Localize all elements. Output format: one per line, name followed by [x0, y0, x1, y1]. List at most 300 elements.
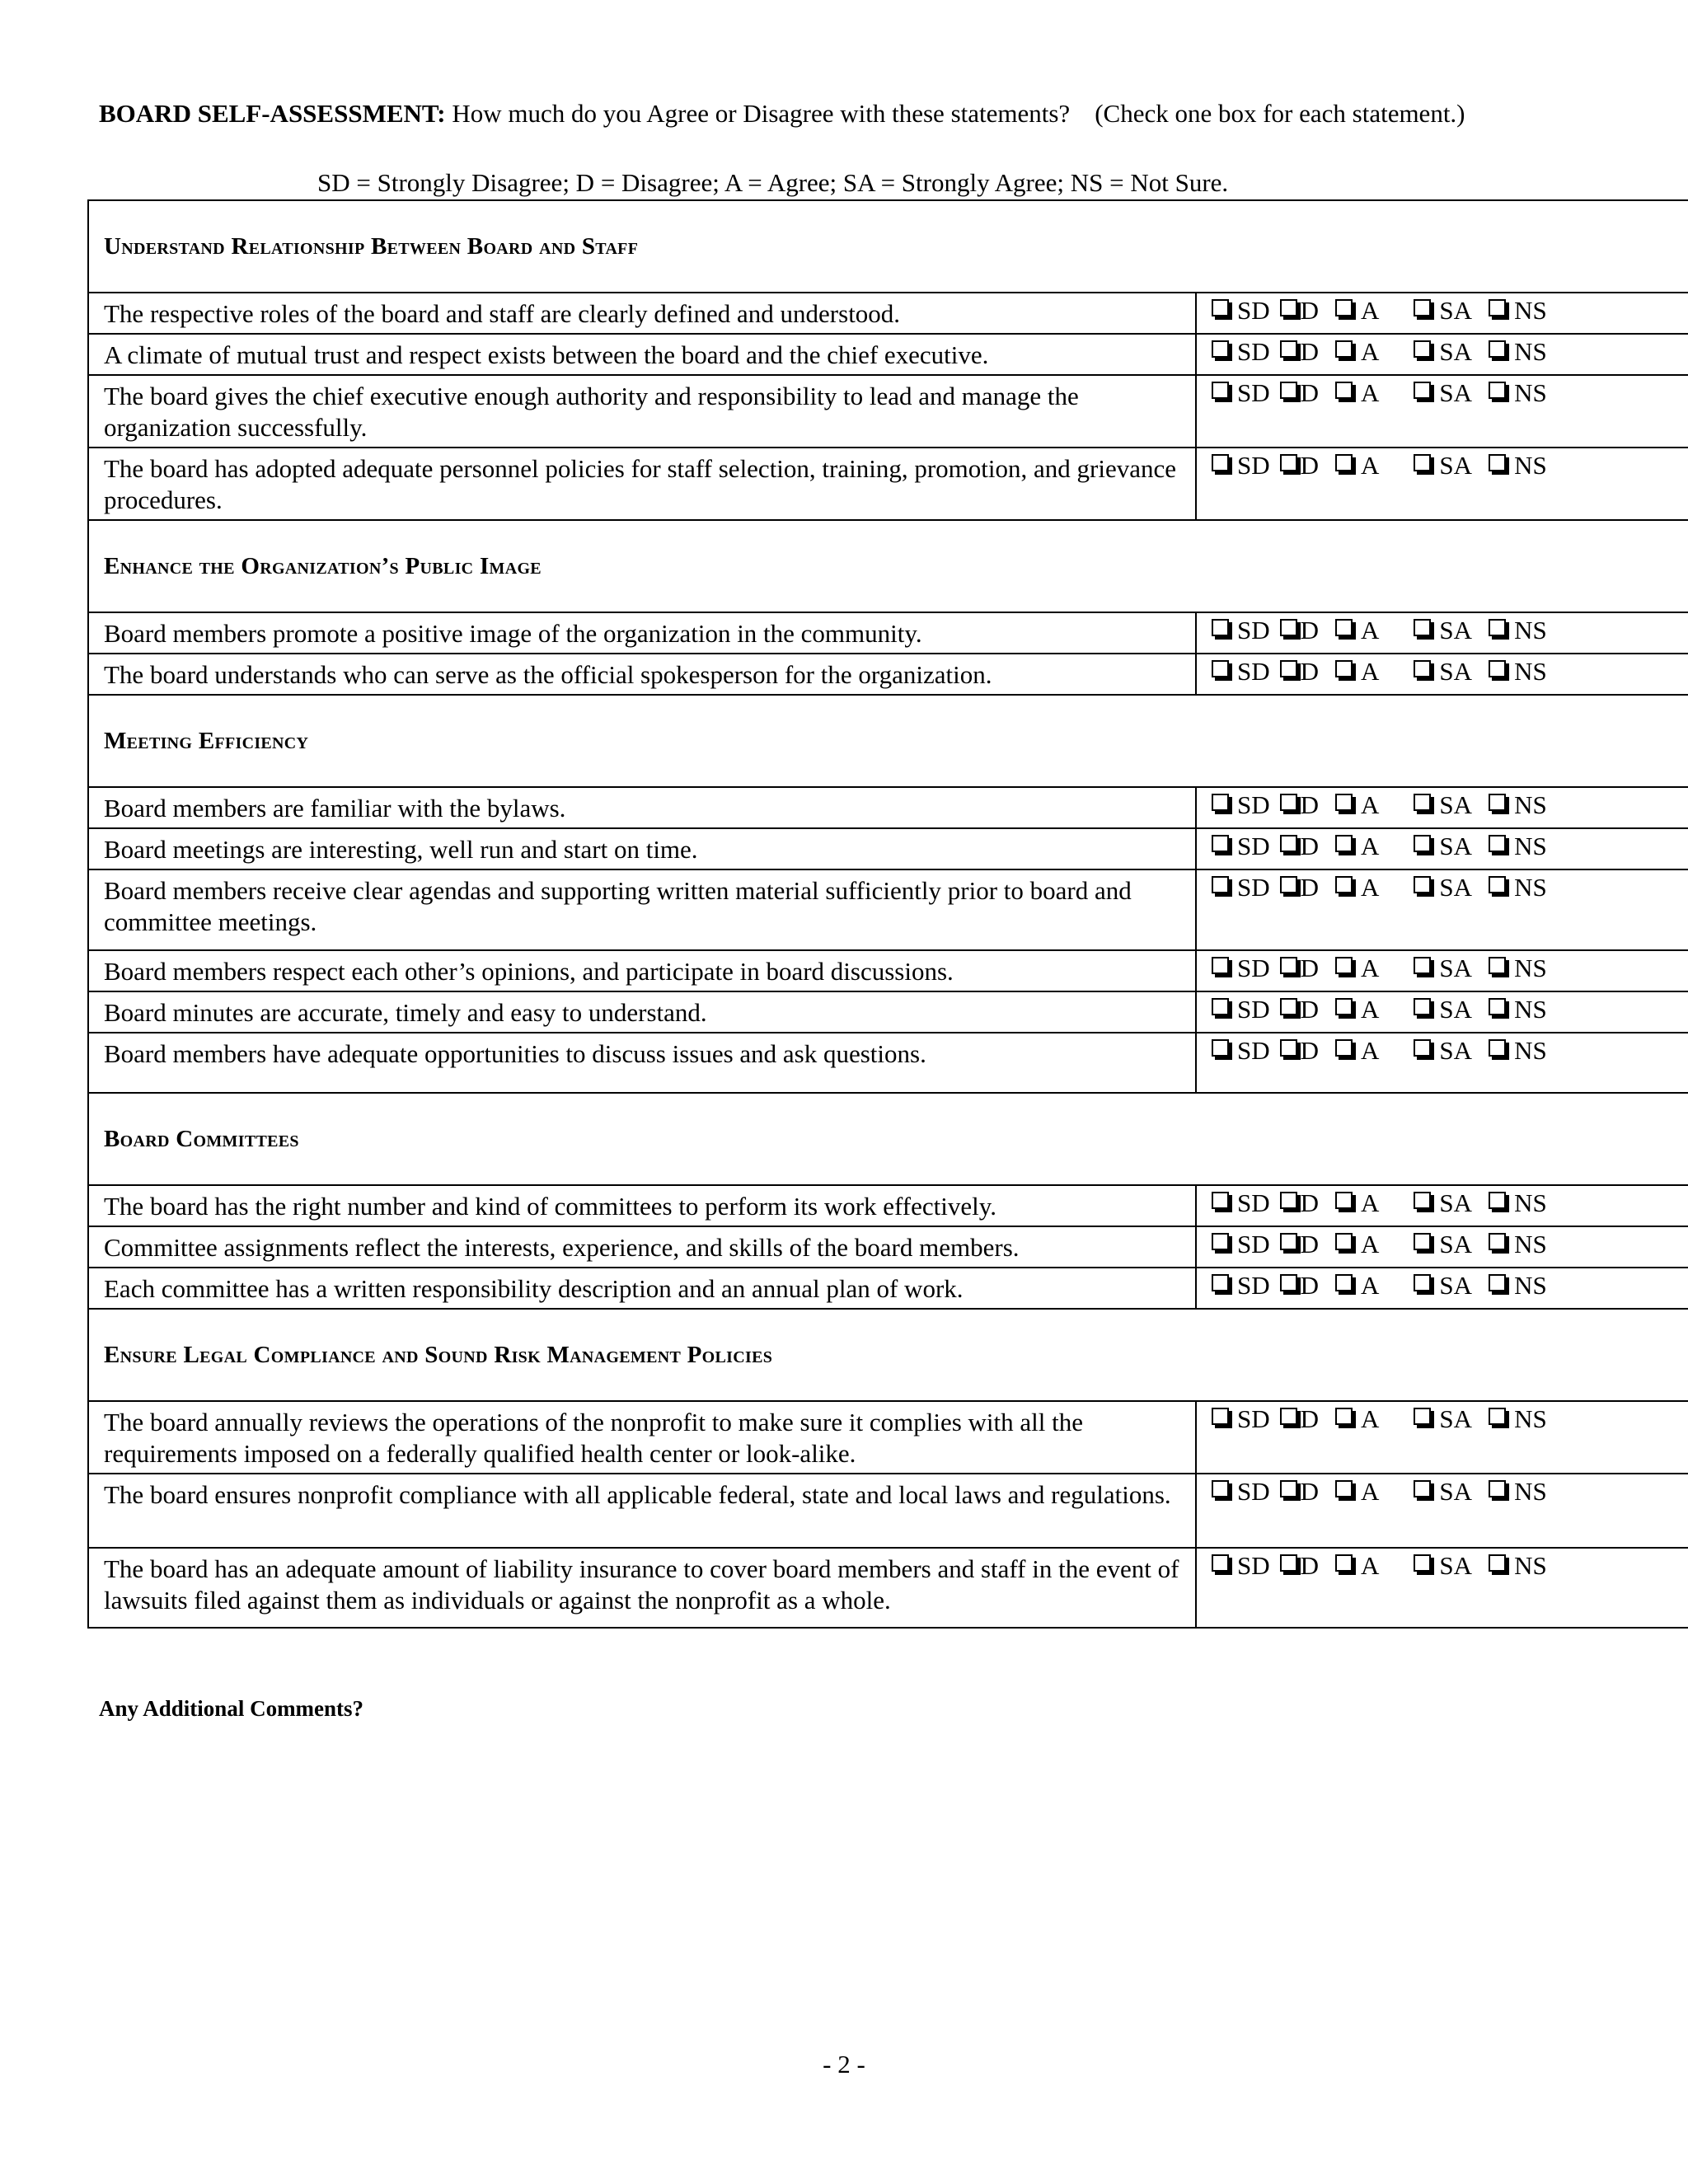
checkbox-icon[interactable]	[1280, 1274, 1297, 1291]
checkbox-icon[interactable]	[1414, 794, 1431, 811]
additional-comments-label: Any Additional Comments?	[99, 1696, 364, 1721]
form-title: BOARD SELF-ASSESSMENT:	[99, 99, 446, 128]
checkbox-icon[interactable]	[1212, 299, 1229, 316]
rating-option-label: SA	[1439, 790, 1473, 819]
rating-option-a[interactable]	[1335, 874, 1379, 902]
rating-option-d[interactable]	[1280, 1478, 1319, 1506]
rating-option-label: D	[1300, 1551, 1320, 1580]
statement-text: Committee assignments reflect the interests, experience, and skills of the board members.	[88, 1226, 1196, 1268]
rating-option-label: SD	[1237, 657, 1270, 686]
checkbox-icon[interactable]	[1212, 1408, 1229, 1425]
rating-option-d[interactable]	[1280, 996, 1319, 1024]
rating-option-sa[interactable]	[1414, 1552, 1472, 1580]
rating-options	[1196, 950, 1688, 991]
checkbox-icon[interactable]	[1280, 998, 1297, 1015]
rating-option-d[interactable]	[1280, 874, 1319, 902]
rating-options	[1196, 1033, 1688, 1093]
statement-text: The board ensures nonprofit compliance with all applicable federal, state and local laws and regulations.	[88, 1474, 1196, 1548]
checkbox-icon[interactable]	[1280, 1480, 1297, 1497]
rating-option-a[interactable]	[1335, 452, 1379, 480]
rating-option-ns[interactable]	[1489, 338, 1547, 366]
rating-option-label: SD	[1237, 832, 1270, 860]
rating-option-sa[interactable]	[1414, 297, 1472, 325]
rating-option-label: A	[1361, 832, 1380, 860]
rating-option-label: A	[1361, 451, 1380, 480]
rating-option-label: A	[1361, 1188, 1380, 1217]
statement-row	[88, 991, 1688, 1033]
checkbox-icon[interactable]	[1280, 382, 1297, 399]
rating-option-d[interactable]	[1280, 1037, 1319, 1065]
statement-text: The board understands who can serve as the official spokesperson for the organization.	[88, 654, 1196, 695]
rating-option-sd[interactable]	[1212, 1189, 1270, 1217]
checkbox-icon[interactable]	[1335, 299, 1353, 316]
checkbox-icon[interactable]	[1212, 1039, 1229, 1057]
checkbox-icon[interactable]	[1489, 1408, 1506, 1425]
rating-option-label: SA	[1439, 1230, 1473, 1258]
rating-option-sd[interactable]	[1212, 832, 1270, 860]
rating-option-d[interactable]	[1280, 1189, 1319, 1217]
checkbox-icon[interactable]	[1489, 998, 1506, 1015]
rating-option-d[interactable]	[1280, 297, 1319, 325]
rating-option-d[interactable]	[1280, 954, 1319, 982]
statement-row	[88, 1474, 1688, 1548]
checkbox-icon[interactable]	[1414, 1554, 1431, 1572]
rating-option-sd[interactable]	[1212, 379, 1270, 407]
rating-option-d[interactable]	[1280, 379, 1319, 407]
statement-row	[88, 1548, 1688, 1628]
checkbox-icon[interactable]	[1414, 998, 1431, 1015]
rating-option-label: NS	[1514, 296, 1547, 325]
statement-row	[88, 334, 1688, 375]
rating-option-sa[interactable]	[1414, 954, 1472, 982]
statement-row	[88, 612, 1688, 654]
rating-option-a[interactable]	[1335, 658, 1379, 686]
rating-option-a[interactable]	[1335, 1272, 1379, 1300]
rating-option-sd[interactable]	[1212, 954, 1270, 982]
checkbox-icon[interactable]	[1280, 619, 1297, 636]
rating-option-sa[interactable]	[1414, 874, 1472, 902]
checkbox-icon[interactable]	[1212, 1192, 1229, 1209]
rating-option-a[interactable]	[1335, 832, 1379, 860]
rating-option-label: D	[1300, 378, 1320, 407]
rating-option-ns[interactable]	[1489, 954, 1547, 982]
rating-option-d[interactable]	[1280, 791, 1319, 819]
rating-option-ns[interactable]	[1489, 1478, 1547, 1506]
rating-option-label: D	[1300, 954, 1320, 982]
statement-row	[88, 1401, 1688, 1474]
rating-option-label: A	[1361, 657, 1380, 686]
checkbox-icon[interactable]	[1212, 382, 1229, 399]
rating-option-label: SD	[1237, 337, 1270, 366]
rating-option-sd[interactable]	[1212, 1037, 1270, 1065]
rating-option-label: NS	[1514, 1404, 1547, 1433]
rating-option-sa[interactable]	[1414, 1405, 1472, 1433]
form-question: How much do you Agree or Disagree with these statements?	[445, 99, 1071, 128]
section-header-row	[88, 1093, 1688, 1185]
checkbox-icon[interactable]	[1212, 619, 1229, 636]
rating-option-label: A	[1361, 1404, 1380, 1433]
checkbox-icon[interactable]	[1414, 1480, 1431, 1497]
section-header-row	[88, 695, 1688, 787]
rating-option-label: A	[1361, 1551, 1380, 1580]
rating-option-label: SD	[1237, 1036, 1270, 1065]
rating-option-a[interactable]	[1335, 996, 1379, 1024]
rating-option-sa[interactable]	[1414, 1230, 1472, 1258]
rating-option-label: SD	[1237, 1404, 1270, 1433]
checkbox-icon[interactable]	[1212, 1554, 1229, 1572]
rating-options	[1196, 787, 1688, 828]
checkbox-icon[interactable]	[1335, 1408, 1353, 1425]
assessment-table	[87, 199, 1688, 1629]
statement-row	[88, 869, 1688, 950]
rating-option-label: SA	[1439, 832, 1473, 860]
checkbox-icon[interactable]	[1335, 1554, 1353, 1572]
checkbox-icon[interactable]	[1212, 660, 1229, 677]
rating-option-d[interactable]	[1280, 658, 1319, 686]
rating-option-a[interactable]	[1335, 297, 1379, 325]
rating-option-d[interactable]	[1280, 1272, 1319, 1300]
checkbox-icon[interactable]	[1335, 1192, 1353, 1209]
checkbox-icon[interactable]	[1414, 1039, 1431, 1057]
checkbox-icon[interactable]	[1335, 876, 1353, 893]
checkbox-icon[interactable]	[1212, 454, 1229, 471]
rating-option-d[interactable]	[1280, 1552, 1319, 1580]
rating-option-sd[interactable]	[1212, 1272, 1270, 1300]
rating-option-sa[interactable]	[1414, 1037, 1472, 1065]
rating-option-label: NS	[1514, 1271, 1547, 1300]
checkbox-icon[interactable]	[1414, 619, 1431, 636]
statement-row	[88, 448, 1688, 520]
rating-option-sa[interactable]	[1414, 338, 1472, 366]
rating-option-sa[interactable]	[1414, 616, 1472, 644]
statement-text: Each committee has a written responsibility description and an annual plan of work.	[88, 1268, 1196, 1309]
checkbox-icon[interactable]	[1489, 619, 1506, 636]
checkbox-icon[interactable]	[1414, 660, 1431, 677]
rating-option-sd[interactable]	[1212, 874, 1270, 902]
checkbox-icon[interactable]	[1280, 299, 1297, 316]
checkbox-icon[interactable]	[1335, 340, 1353, 358]
rating-option-label: A	[1361, 873, 1380, 902]
statement-row	[88, 293, 1688, 334]
statement-text: The board gives the chief executive enough authority and responsibility to lead and manage the organization successfully.	[88, 375, 1196, 448]
checkbox-icon[interactable]	[1212, 1480, 1229, 1497]
checkbox-icon[interactable]	[1212, 340, 1229, 358]
rating-option-label: SD	[1237, 873, 1270, 902]
rating-option-label: SD	[1237, 616, 1270, 644]
statement-row	[88, 1268, 1688, 1309]
statement-text: The board has the right number and kind of committees to perform its work effectively.	[88, 1185, 1196, 1226]
statement-text: The board has adopted adequate personnel policies for staff selection, training, promotion, and grievance procedures.	[88, 448, 1196, 520]
rating-option-label: NS	[1514, 790, 1547, 819]
statement-text: Board members are familiar with the bylaws.	[88, 787, 1196, 828]
statement-row	[88, 1226, 1688, 1268]
rating-option-ns[interactable]	[1489, 1189, 1547, 1217]
rating-option-d[interactable]	[1280, 832, 1319, 860]
checkbox-icon[interactable]	[1335, 1480, 1353, 1497]
statement-text: Board members promote a positive image of the organization in the community.	[88, 612, 1196, 654]
rating-options	[1196, 1226, 1688, 1268]
rating-options	[1196, 612, 1688, 654]
checkbox-icon[interactable]	[1335, 660, 1353, 677]
checkbox-icon[interactable]	[1280, 835, 1297, 852]
rating-option-ns[interactable]	[1489, 791, 1547, 819]
rating-option-label: NS	[1514, 657, 1547, 686]
rating-option-label: D	[1300, 832, 1320, 860]
statement-text: The respective roles of the board and staff are clearly defined and understood.	[88, 293, 1196, 334]
rating-option-ns[interactable]	[1489, 452, 1547, 480]
rating-option-label: D	[1300, 1230, 1320, 1258]
rating-option-sd[interactable]	[1212, 338, 1270, 366]
checkbox-icon[interactable]	[1489, 1233, 1506, 1250]
statement-row	[88, 1033, 1688, 1093]
rating-option-sd[interactable]	[1212, 658, 1270, 686]
rating-option-sd[interactable]	[1212, 1230, 1270, 1258]
rating-options	[1196, 1268, 1688, 1309]
checkbox-icon[interactable]	[1280, 1554, 1297, 1572]
statement-text: Board meetings are interesting, well run and start on time.	[88, 828, 1196, 869]
rating-option-a[interactable]	[1335, 791, 1379, 819]
statement-text: Board members respect each other’s opinions, and participate in board discussions.	[88, 950, 1196, 991]
rating-option-label: NS	[1514, 1036, 1547, 1065]
checkbox-icon[interactable]	[1280, 957, 1297, 974]
rating-option-sa[interactable]	[1414, 791, 1472, 819]
rating-options	[1196, 1474, 1688, 1548]
rating-option-a[interactable]	[1335, 379, 1379, 407]
rating-option-sd[interactable]	[1212, 1478, 1270, 1506]
checkbox-icon[interactable]	[1335, 794, 1353, 811]
rating-option-label: NS	[1514, 1230, 1547, 1258]
checkbox-icon[interactable]	[1414, 382, 1431, 399]
checkbox-icon[interactable]	[1414, 299, 1431, 316]
rating-option-sa[interactable]	[1414, 658, 1472, 686]
rating-options	[1196, 991, 1688, 1033]
rating-option-sa[interactable]	[1414, 1189, 1472, 1217]
statement-text: A climate of mutual trust and respect exists between the board and the chief executive.	[88, 334, 1196, 375]
rating-option-sa[interactable]	[1414, 996, 1472, 1024]
rating-option-sa[interactable]	[1414, 379, 1472, 407]
rating-options	[1196, 1548, 1688, 1628]
checkbox-icon[interactable]	[1414, 340, 1431, 358]
checkbox-icon[interactable]	[1489, 299, 1506, 316]
rating-option-label: NS	[1514, 954, 1547, 982]
checkbox-icon[interactable]	[1280, 1039, 1297, 1057]
section-header-row	[88, 1309, 1688, 1401]
rating-option-ns[interactable]	[1489, 1230, 1547, 1258]
rating-option-a[interactable]	[1335, 1405, 1379, 1433]
checkbox-icon[interactable]	[1212, 876, 1229, 893]
rating-option-ns[interactable]	[1489, 832, 1547, 860]
rating-option-label: SA	[1439, 873, 1473, 902]
checkbox-icon[interactable]	[1489, 957, 1506, 974]
rating-option-ns[interactable]	[1489, 1405, 1547, 1433]
rating-option-a[interactable]	[1335, 954, 1379, 982]
rating-option-label: D	[1300, 616, 1320, 644]
checkbox-icon[interactable]	[1212, 1233, 1229, 1250]
rating-option-label: SD	[1237, 1477, 1270, 1506]
rating-option-label: SD	[1237, 954, 1270, 982]
rating-option-d[interactable]	[1280, 1405, 1319, 1433]
checkbox-icon[interactable]	[1335, 619, 1353, 636]
rating-option-sa[interactable]	[1414, 1478, 1472, 1506]
checkbox-icon[interactable]	[1414, 876, 1431, 893]
section-header-row	[88, 520, 1688, 612]
checkbox-icon[interactable]	[1280, 340, 1297, 358]
rating-option-sd[interactable]	[1212, 996, 1270, 1024]
rating-option-label: SA	[1439, 1404, 1473, 1433]
rating-option-label: NS	[1514, 451, 1547, 480]
checkbox-icon[interactable]	[1414, 1233, 1431, 1250]
checkbox-icon[interactable]	[1489, 1192, 1506, 1209]
checkbox-icon[interactable]	[1335, 1274, 1353, 1291]
statement-row	[88, 1185, 1688, 1226]
rating-options	[1196, 1185, 1688, 1226]
checkbox-icon[interactable]	[1489, 1480, 1506, 1497]
rating-option-sd[interactable]	[1212, 297, 1270, 325]
rating-options	[1196, 293, 1688, 334]
rating-option-label: D	[1300, 1188, 1320, 1217]
rating-option-label: SA	[1439, 1477, 1473, 1506]
rating-option-label: A	[1361, 616, 1380, 644]
rating-option-label: D	[1300, 1036, 1320, 1065]
rating-option-a[interactable]	[1335, 1230, 1379, 1258]
checkbox-icon[interactable]	[1280, 454, 1297, 471]
rating-option-sa[interactable]	[1414, 832, 1472, 860]
rating-option-sd[interactable]	[1212, 452, 1270, 480]
statement-text: Board members receive clear agendas and supporting written material sufficiently prior to board and committee meetings.	[88, 869, 1196, 950]
rating-option-label: A	[1361, 995, 1380, 1024]
rating-option-label: SD	[1237, 995, 1270, 1024]
checkbox-icon[interactable]	[1212, 835, 1229, 852]
rating-options	[1196, 828, 1688, 869]
checkbox-icon[interactable]	[1414, 1408, 1431, 1425]
rating-option-ns[interactable]	[1489, 1272, 1547, 1300]
checkbox-icon[interactable]	[1489, 454, 1506, 471]
rating-option-sd[interactable]	[1212, 1552, 1270, 1580]
checkbox-icon[interactable]	[1489, 1274, 1506, 1291]
rating-option-label: SA	[1439, 954, 1473, 982]
rating-option-sa[interactable]	[1414, 452, 1472, 480]
rating-option-label: SA	[1439, 296, 1473, 325]
rating-option-label: NS	[1514, 616, 1547, 644]
rating-options	[1196, 448, 1688, 520]
statement-row	[88, 787, 1688, 828]
checkbox-icon[interactable]	[1414, 1274, 1431, 1291]
checkbox-icon[interactable]	[1414, 1192, 1431, 1209]
checkbox-icon[interactable]	[1335, 998, 1353, 1015]
statement-row	[88, 950, 1688, 991]
rating-option-a[interactable]	[1335, 616, 1379, 644]
rating-option-label: SA	[1439, 337, 1473, 366]
rating-option-label: SA	[1439, 1551, 1473, 1580]
rating-option-label: SD	[1237, 1188, 1270, 1217]
checkbox-icon[interactable]	[1335, 1039, 1353, 1057]
rating-option-ns[interactable]	[1489, 616, 1547, 644]
checkbox-icon[interactable]	[1280, 1408, 1297, 1425]
checkbox-icon[interactable]	[1335, 957, 1353, 974]
rating-option-label: A	[1361, 790, 1380, 819]
rating-options	[1196, 334, 1688, 375]
rating-options	[1196, 1401, 1688, 1474]
rating-option-d[interactable]	[1280, 616, 1319, 644]
rating-option-d[interactable]	[1280, 338, 1319, 366]
rating-option-ns[interactable]	[1489, 1552, 1547, 1580]
checkbox-icon[interactable]	[1489, 876, 1506, 893]
checkbox-icon[interactable]	[1280, 876, 1297, 893]
rating-options	[1196, 654, 1688, 695]
statement-text: The board annually reviews the operations of the nonprofit to make sure it complies with all the requirements imposed on a federally qualified health center or look-alike.	[88, 1401, 1196, 1474]
rating-option-ns[interactable]	[1489, 874, 1547, 902]
checkbox-icon[interactable]	[1335, 1233, 1353, 1250]
rating-option-ns[interactable]	[1489, 1037, 1547, 1065]
rating-option-label: SA	[1439, 1188, 1473, 1217]
rating-option-ns[interactable]	[1489, 297, 1547, 325]
statement-text: The board has an adequate amount of liability insurance to cover board members and staff in the event of lawsuits filed against them as individuals or against the nonprofit as a whole.	[88, 1548, 1196, 1628]
checkbox-icon[interactable]	[1414, 957, 1431, 974]
rating-option-d[interactable]	[1280, 452, 1319, 480]
rating-option-label: NS	[1514, 995, 1547, 1024]
checkbox-icon[interactable]	[1414, 454, 1431, 471]
rating-option-d[interactable]	[1280, 1230, 1319, 1258]
rating-option-a[interactable]	[1335, 1189, 1379, 1217]
rating-option-a[interactable]	[1335, 1478, 1379, 1506]
rating-option-a[interactable]	[1335, 338, 1379, 366]
rating-option-label: NS	[1514, 1551, 1547, 1580]
rating-option-label: SD	[1237, 1230, 1270, 1258]
checkbox-icon[interactable]	[1335, 454, 1353, 471]
rating-option-label: SA	[1439, 1271, 1473, 1300]
checkbox-icon[interactable]	[1414, 835, 1431, 852]
checkbox-icon[interactable]	[1280, 1233, 1297, 1250]
checkbox-icon[interactable]	[1212, 1274, 1229, 1291]
rating-option-label: NS	[1514, 832, 1547, 860]
section-header-row	[88, 200, 1688, 293]
checkbox-icon[interactable]	[1212, 998, 1229, 1015]
checkbox-icon[interactable]	[1489, 660, 1506, 677]
checkbox-icon[interactable]	[1489, 794, 1506, 811]
checkbox-icon[interactable]	[1212, 794, 1229, 811]
rating-option-label: SA	[1439, 451, 1473, 480]
rating-option-a[interactable]	[1335, 1552, 1379, 1580]
rating-option-label: NS	[1514, 1477, 1547, 1506]
checkbox-icon[interactable]	[1280, 794, 1297, 811]
rating-option-a[interactable]	[1335, 1037, 1379, 1065]
rating-option-sd[interactable]	[1212, 791, 1270, 819]
rating-legend: SD = Strongly Disagree; D = Disagree; A = Agree; SA = Strongly Agree; NS = Not Sure.	[317, 168, 1229, 197]
rating-option-label: NS	[1514, 1188, 1547, 1217]
rating-option-sd[interactable]	[1212, 616, 1270, 644]
section-title: Enhance the Organization’s Public Image	[88, 520, 1688, 612]
checkbox-icon[interactable]	[1335, 835, 1353, 852]
statement-row	[88, 375, 1688, 448]
rating-option-ns[interactable]	[1489, 379, 1547, 407]
rating-option-label: SD	[1237, 1551, 1270, 1580]
rating-option-ns[interactable]	[1489, 996, 1547, 1024]
checkbox-icon[interactable]	[1280, 1192, 1297, 1209]
checkbox-icon[interactable]	[1280, 660, 1297, 677]
checkbox-icon[interactable]	[1489, 835, 1506, 852]
rating-option-ns[interactable]	[1489, 658, 1547, 686]
checkbox-icon[interactable]	[1489, 1554, 1506, 1572]
rating-option-sd[interactable]	[1212, 1405, 1270, 1433]
checkbox-icon[interactable]	[1489, 340, 1506, 358]
checkbox-icon[interactable]	[1489, 1039, 1506, 1057]
checkbox-icon[interactable]	[1335, 382, 1353, 399]
checkbox-icon[interactable]	[1212, 957, 1229, 974]
rating-option-label: D	[1300, 873, 1320, 902]
checkbox-icon[interactable]	[1489, 382, 1506, 399]
rating-options	[1196, 869, 1688, 950]
rating-option-sa[interactable]	[1414, 1272, 1472, 1300]
